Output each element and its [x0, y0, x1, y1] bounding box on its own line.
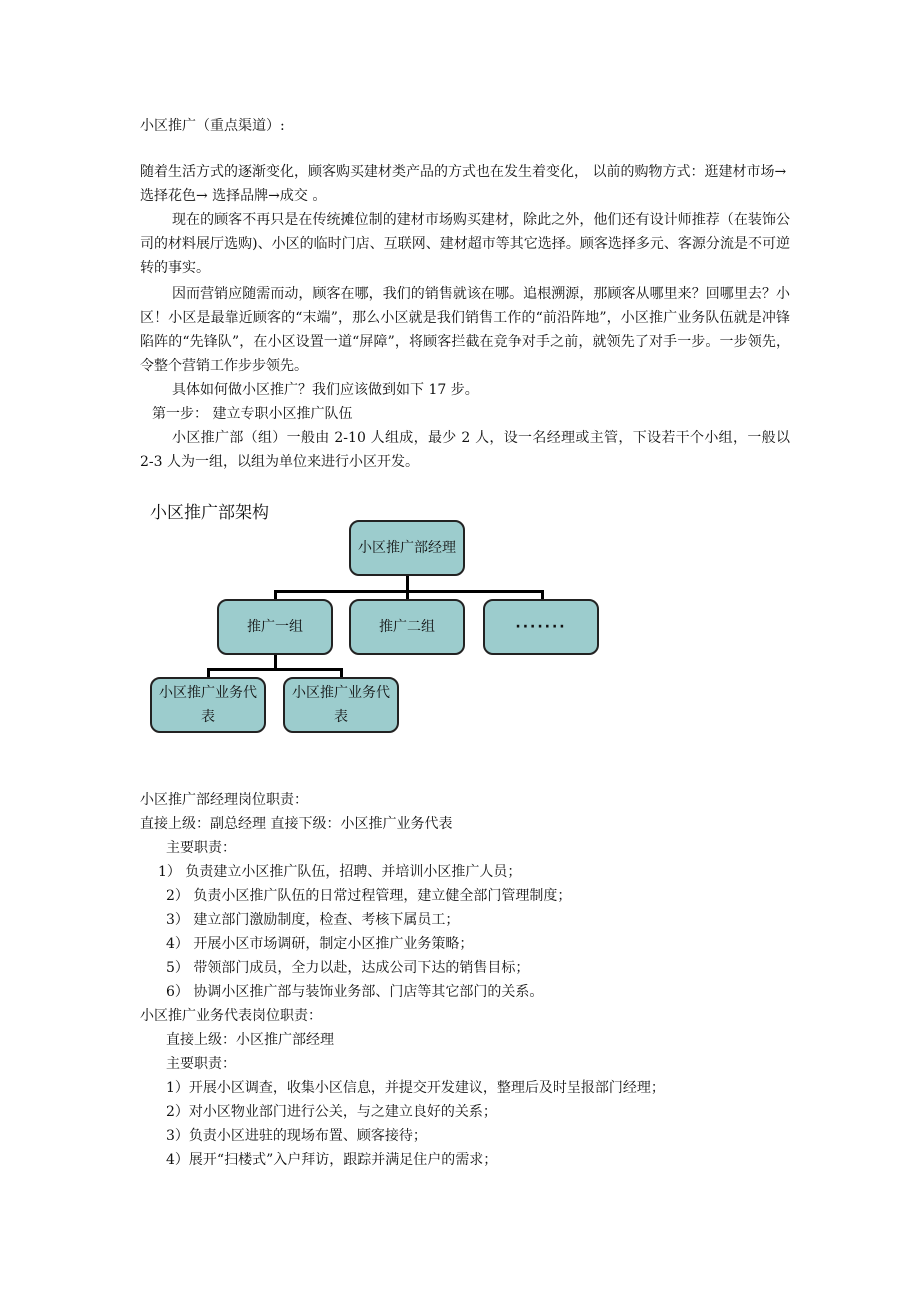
manager-duty-item: 5） 带领部门成员，全力以赴，达成公司下达的销售目标； [166, 960, 530, 976]
manager-duty-item: 4） 开展小区市场调研，制定小区推广业务策略； [166, 936, 474, 952]
manager-duty-item: 6） 协调小区推广部与装饰业务部、门店等其它部门的关系。 [166, 984, 544, 1000]
org-rep-1-box: 小区推广业务代表 [150, 677, 266, 733]
rep-duty-item: 1）开展小区调查，收集小区信息，并提交开发建议，整理后及时呈报部门经理； [166, 1080, 665, 1096]
org-chart-title: 小区推广部架构 [150, 503, 269, 523]
org-group-1-box: 推广一组 [217, 599, 333, 655]
manager-title: 小区推广部经理岗位职责： [140, 792, 308, 808]
rep-duty-item: 4）展开“扫楼式”入户拜访，跟踪并满足住户的需求； [166, 1152, 498, 1168]
rep-duty-item: 3）负责小区进驻的现场布置、顾客接待； [166, 1128, 427, 1144]
step-1-heading: 第一步： 建立专职小区推广队伍 [152, 406, 353, 422]
org-rep-2-box: 小区推广业务代表 [283, 677, 399, 733]
connector-level-2 [207, 668, 343, 671]
org-group-3-box: ······· [483, 599, 599, 655]
org-group-2-box: 推广二组 [349, 599, 465, 655]
section-heading: 小区推广（重点渠道）: [140, 118, 285, 134]
rep-duty-item: 2）对小区物业部门进行公关，与之建立良好的关系； [166, 1104, 497, 1120]
paragraph-1-line-2: 选择花色→ 选择品牌→成交 。 [140, 188, 327, 204]
paragraph-4: 具体如何做小区推广？我们应该做到如下 17 步。 [172, 382, 479, 398]
manager-duty-item: 3） 建立部门激励制度，检查、考核下属员工； [166, 912, 460, 928]
rep-superior: 直接上级：小区推广部经理 [166, 1032, 334, 1048]
manager-duty-item: 2） 负责小区推广队伍的日常过程管理，建立健全部门管理制度； [166, 888, 572, 904]
paragraph-2: 现在的顾客不再只是在传统摊位制的建材市场购买建材，除此之外，他们还有设计师推荐（在装饰公司的材料展厅选购)、小区的临时门店、互联网、建材超市等其它选择。顾客选择多元、客源分流是不可逆转的事实。 [140, 212, 790, 276]
connector-level-1 [274, 590, 544, 593]
manager-duty-item: 1） 负责建立小区推广队伍，招聘、并培训小区推广人员； [158, 864, 522, 880]
rep-duties-label: 主要职责： [166, 1056, 236, 1072]
paragraph-3: 因而营销应随需而动，顾客在哪，我们的销售就该在哪。追根溯源，那顾客从哪里来？回哪里去？小区！小区是最靠近顾客的“末端”，那么小区就是我们销售工作的“前沿阵地”，小区推广业务队伍就是冲锋陷阵的“先锋队”，在小区设置一道“屏障”，将顾客拦截在竞争对手之前，就领先了对手一步。一步领先，令整个营销工作步步领先。 [140, 286, 790, 374]
manager-relations: 直接上级：副总经理 直接下级：小区推广业务代表 [140, 816, 453, 832]
paragraph-1-line-1: 随着生活方式的逐渐变化，顾客购买建材类产品的方式也在发生着变化， 以前的购物方式：逛建材市场→ [140, 164, 787, 180]
rep-title: 小区推广业务代表岗位职责： [140, 1008, 322, 1024]
org-root-box: 小区推广部经理 [349, 520, 465, 576]
paragraph-5: 小区推广部（组）一般由 2-10 人组成，最少 2 人，设一名经理或主管，下设若干个小组，一般以 2-3 人为一组，以组为单位来进行小区开发。 [140, 430, 790, 470]
manager-duties-label: 主要职责： [166, 840, 236, 856]
